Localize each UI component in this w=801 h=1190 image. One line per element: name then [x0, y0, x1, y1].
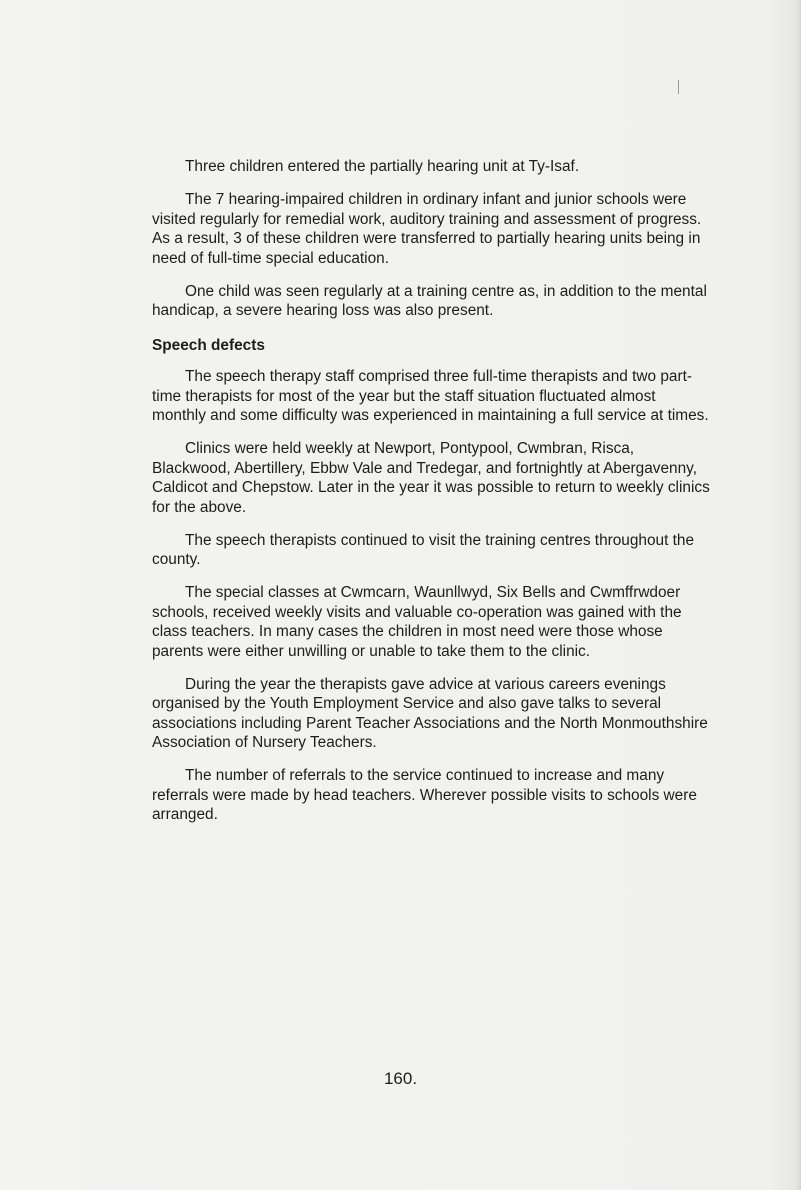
page-edge-shadow: [795, 0, 801, 1190]
paragraph-training-centre: One child was seen regularly at a training centre as, in addition to the mental handicap, a severe hearing loss was also present.: [152, 282, 707, 319]
paragraph-speech-staff: The speech therapy staff comprised three full-time therapists and two part-time therapists for most of the year but the staff situation fluctuated almost monthly and some difficulty was experienced in maintaining a full service at times.: [152, 368, 709, 424]
paragraph-training-centres: The speech therapists continued to visit the training centres throughout the county.: [152, 531, 695, 568]
paragraph-hearing-impaired: The 7 hearing-impaired children in ordinary infant and junior schools were visited regularly for remedial work, auditory training and assessment of progress. As a result, 3 of these children were transferred to partially hearing units being in need of full-time special education.: [152, 191, 702, 267]
page-number: 160.: [383, 1069, 418, 1088]
document-body: [152, 157, 710, 838]
paragraph-ty-isaf: Three children entered the partially hearing unit at Ty-Isaf.: [185, 158, 580, 175]
scan-mark: [678, 80, 679, 94]
paragraph-referrals: The number of referrals to the service continued to increase and many referrals were made by head teachers. Wherever possible visits to schools were arranged.: [152, 767, 697, 823]
paragraph-special-classes: The special classes at Cwmcarn, Waunllwyd, Six Bells and Cwmffrwdoer schools, received weekly visits and valuable co-operation was gained with the class teachers. In many cases the children in most need were those whose parents were either unwilling or unable to take them to the clinic.: [152, 584, 682, 660]
section-heading-speech-defects: Speech defects: [152, 336, 265, 354]
paragraph-clinics: Clinics were held weekly at Newport, Pontypool, Cwmbran, Risca, Blackwood, Abertillery, Ebbw Vale and Tredegar, and fortnightly at Abergavenny, Caldicot and Chepstow. Later in the year it was possible to return to weekly clinics for the above.: [152, 440, 710, 516]
paragraph-careers-evenings: During the year the therapists gave advice at various careers evenings organised by the Youth Employment Service and also gave talks to several associations including Parent Teacher Associations and the North Monmouthshire Association of Nursery Teachers.: [152, 675, 708, 751]
